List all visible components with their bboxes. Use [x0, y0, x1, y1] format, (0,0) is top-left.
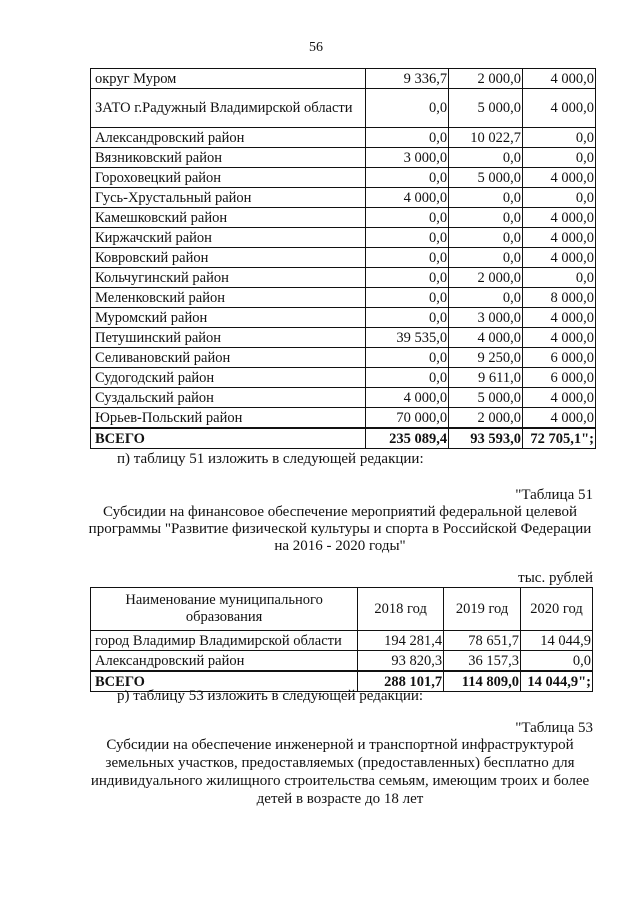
table-row	[91, 188, 596, 208]
table51-label: "Таблица 51	[515, 487, 593, 503]
row-value-2019: 4 000,0	[449, 328, 523, 348]
row-value-2018: 9 336,7	[366, 69, 449, 89]
row-value-2018: 0,0	[366, 348, 449, 368]
table-row	[91, 228, 596, 248]
row-value-2018: 0,0	[366, 168, 449, 188]
row-value-2018: 0,0	[366, 268, 449, 288]
table53-title-line4: детей в возрасте до 18 лет	[256, 791, 424, 807]
row-value-2019: 93 593,0	[449, 428, 523, 449]
table51-title-line3: на 2016 - 2020 годы"	[274, 538, 406, 554]
header-2018: 2018 год	[358, 588, 444, 631]
table1-body	[91, 69, 596, 449]
row-name: ВСЕГО	[91, 428, 366, 449]
row-value-2020: 4 000,0	[523, 248, 596, 268]
row-value-2019: 78 651,7	[444, 631, 521, 651]
row-name: Александровский район	[91, 651, 358, 672]
row-name: Ковровский район	[91, 248, 366, 268]
row-name: ЗАТО г.Радужный Владимирской области	[91, 89, 366, 128]
row-value-2018: 194 281,4	[358, 631, 444, 651]
table53-label: "Таблица 53	[515, 720, 593, 736]
row-value-2018: 3 000,0	[366, 148, 449, 168]
row-value-2020: 4 000,0	[523, 89, 596, 128]
table-row	[91, 388, 596, 408]
table53-title-line1: Субсидии на обеспечение инженерной и транспортной инфраструктурой	[106, 737, 574, 753]
row-value-2018: 4 000,0	[366, 188, 449, 208]
row-name: Юрьев-Польский район	[91, 408, 366, 429]
row-value-2020: 4 000,0	[523, 168, 596, 188]
row-value-2019: 5 000,0	[449, 388, 523, 408]
row-value-2018: 93 820,3	[358, 651, 444, 672]
row-value-2018: 0,0	[366, 128, 449, 148]
table53-title-line2: земельных участков, предоставляемых (предоставленных) бесплатно для	[105, 755, 575, 771]
table-row	[91, 348, 596, 368]
row-value-2019: 0,0	[449, 248, 523, 268]
row-value-2018: 39 535,0	[366, 328, 449, 348]
table-row	[91, 248, 596, 268]
row-value-2020: 72 705,1";	[523, 428, 596, 449]
row-value-2020: 0,0	[523, 268, 596, 288]
row-name: Гусь-Хрустальный район	[91, 188, 366, 208]
units-label: тыс. рублей	[518, 570, 593, 586]
row-value-2019: 0,0	[449, 228, 523, 248]
row-value-2020: 14 044,9";	[521, 671, 593, 692]
row-name: Судогодский район	[91, 368, 366, 388]
table51-title-line1: Субсидии на финансовое обеспечение мероприятий федеральной целевой	[102, 504, 578, 520]
row-name: Киржачский район	[91, 228, 366, 248]
table-row	[91, 268, 596, 288]
row-value-2019: 10 022,7	[449, 128, 523, 148]
row-value-2020: 4 000,0	[523, 328, 596, 348]
table-row	[91, 69, 596, 89]
row-value-2020: 0,0	[523, 128, 596, 148]
row-name: Кольчугинский район	[91, 268, 366, 288]
row-value-2019: 3 000,0	[449, 308, 523, 328]
row-value-2020: 14 044,9	[521, 631, 593, 651]
row-value-2018: 235 089,4	[366, 428, 449, 449]
row-value-2020: 4 000,0	[523, 228, 596, 248]
table51-header-row	[91, 588, 593, 631]
total-row	[91, 428, 596, 449]
row-value-2019: 0,0	[449, 188, 523, 208]
table-row	[91, 208, 596, 228]
row-value-2020: 4 000,0	[523, 208, 596, 228]
header-2019: 2019 год	[444, 588, 521, 631]
row-value-2019: 2 000,0	[449, 408, 523, 429]
row-value-2019: 0,0	[449, 288, 523, 308]
table51-title-line2: программы "Развитие физической культуры и спорта в Российской Федерации	[88, 521, 592, 537]
table51-body	[91, 631, 593, 692]
row-value-2020: 4 000,0	[523, 69, 596, 89]
header-name: Наименование муниципального образования	[91, 588, 358, 631]
row-name: город Владимир Владимирской области	[91, 631, 358, 651]
paragraph-r: р) таблицу 53 изложить в следующей редакции:	[117, 688, 424, 704]
row-value-2020: 0,0	[523, 148, 596, 168]
row-name: Вязниковский район	[91, 148, 366, 168]
table-row	[91, 328, 596, 348]
row-name: Гороховецкий район	[91, 168, 366, 188]
row-value-2018: 70 000,0	[366, 408, 449, 429]
row-value-2019: 114 809,0	[444, 671, 521, 692]
row-value-2020: 8 000,0	[523, 288, 596, 308]
row-value-2020: 4 000,0	[523, 408, 596, 429]
row-name: Селивановский район	[91, 348, 366, 368]
row-name: Муромский район	[91, 308, 366, 328]
row-value-2019: 0,0	[449, 208, 523, 228]
table-row	[91, 168, 596, 188]
row-value-2019: 2 000,0	[449, 268, 523, 288]
row-value-2018: 0,0	[366, 208, 449, 228]
header-2020: 2020 год	[521, 588, 593, 631]
row-value-2019: 2 000,0	[449, 69, 523, 89]
table-row	[91, 89, 596, 128]
row-value-2018: 0,0	[366, 368, 449, 388]
row-name: ВСЕГО	[91, 671, 358, 692]
row-value-2018: 4 000,0	[366, 388, 449, 408]
row-value-2019: 36 157,3	[444, 651, 521, 672]
row-value-2018: 0,0	[366, 248, 449, 268]
table-row	[91, 148, 596, 168]
row-value-2018: 0,0	[366, 288, 449, 308]
table-row	[91, 288, 596, 308]
page-number: 56	[309, 40, 323, 55]
row-value-2018: 0,0	[366, 308, 449, 328]
table-row	[91, 631, 593, 651]
row-value-2019: 0,0	[449, 148, 523, 168]
table-row	[91, 368, 596, 388]
row-value-2020: 0,0	[523, 188, 596, 208]
table51	[90, 587, 593, 692]
row-value-2019: 5 000,0	[449, 168, 523, 188]
row-value-2019: 9 250,0	[449, 348, 523, 368]
row-value-2020: 4 000,0	[523, 388, 596, 408]
table-row	[91, 651, 593, 672]
row-value-2018: 288 101,7	[358, 671, 444, 692]
row-value-2019: 5 000,0	[449, 89, 523, 128]
row-name: Суздальский район	[91, 388, 366, 408]
table-row	[91, 308, 596, 328]
table53-title-line3: индивидуального жилищного строительства семьям, имеющим троих и более	[90, 773, 590, 789]
row-name: Александровский район	[91, 128, 366, 148]
row-value-2019: 9 611,0	[449, 368, 523, 388]
row-value-2020: 6 000,0	[523, 368, 596, 388]
row-value-2020: 6 000,0	[523, 348, 596, 368]
row-name: Меленковский район	[91, 288, 366, 308]
row-value-2020: 4 000,0	[523, 308, 596, 328]
row-value-2018: 0,0	[366, 228, 449, 248]
paragraph-p: п) таблицу 51 изложить в следующей редакции:	[117, 451, 424, 467]
row-name: округ Муром	[91, 69, 366, 89]
subsidy-table-continued	[90, 68, 596, 449]
table-row	[91, 408, 596, 429]
row-name: Петушинский район	[91, 328, 366, 348]
row-name: Камешковский район	[91, 208, 366, 228]
row-value-2018: 0,0	[366, 89, 449, 128]
row-value-2020: 0,0	[521, 651, 593, 672]
table-row	[91, 128, 596, 148]
